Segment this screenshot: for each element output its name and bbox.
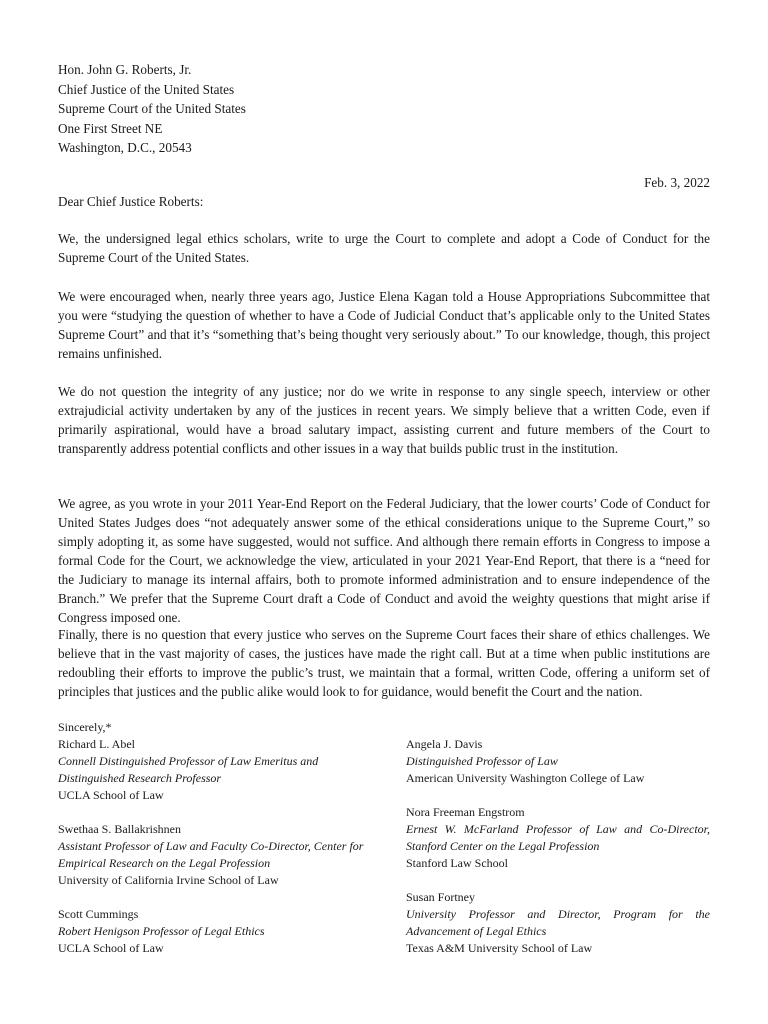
- signatory-name: Nora Freeman Engstrom: [406, 805, 525, 819]
- signatory-title: Robert Henigson Professor of Legal Ethics: [58, 924, 265, 938]
- recipient-title: Chief Justice of the United States: [58, 81, 235, 97]
- signatory-institution: American University Washington College of Law: [406, 771, 645, 785]
- recipient-street: One First Street NE: [58, 120, 163, 136]
- body-paragraph-1: We, the undersigned legal ethics scholars, write to urge the Court to complete and adopt a Code of Conduct for the Supreme Court of the United States.: [58, 231, 710, 265]
- recipient-address: [58, 60, 246, 158]
- signatory-block: [58, 736, 368, 804]
- body-paragraph-5: Finally, there is no question that every justice who serves on the Supreme Court faces their share of ethics challenges. We believe that in the vast majority of cases, the justices have made the right call. But at a time when public institutions are redoubling their efforts to improve the public’s trust, we maintain that a formal, written Code, offering a uniform set of principles that justices and the public alike would look to for guidance, would benefit the Court and the nation.: [58, 627, 710, 699]
- signatory-block: [406, 889, 710, 957]
- signatory-name: Angela J. Davis: [406, 737, 483, 751]
- signatory-name: Susan Fortney: [406, 890, 475, 904]
- signatory-block: [406, 736, 710, 787]
- signatory-title: Assistant Professor of Law and Faculty Co-Director, Center for Empirical Research on the Legal Profession: [58, 839, 364, 870]
- recipient-name: Hon. John G. Roberts, Jr.: [58, 62, 192, 77]
- signatory-title: Connell Distinguished Professor of Law Emeritus and Distinguished Research Professor: [58, 754, 319, 785]
- signatory-institution: Texas A&M University School of Law: [406, 941, 593, 955]
- signatory-institution: UCLA School of Law: [58, 788, 164, 802]
- signatory-name: Scott Cummings: [58, 907, 139, 921]
- signatory-block: [58, 821, 368, 889]
- body-paragraph-4: We agree, as you wrote in your 2011 Year-End Report on the Federal Judiciary, that the lower courts’ Code of Conduct for United States Judges does “not adequately answer some of the ethical considerations unique to the Supreme Court,” so simply adopting it, as some have suggested, would not suffice. And although there remain efforts in Congress to impose a formal Code for the Court, we acknowledge the view, articulated in your 2021 Year-End Report, that there is a “need for the Judiciary to manage its internal affairs, both to promote informed administration and to ensure independence of the Branch.” We prefer that the Supreme Court draft a Code of Conduct and avoid the weighty questions that might arise if Congress imposed one.: [58, 496, 710, 625]
- body-paragraph-2: We were encouraged when, nearly three years ago, Justice Elena Kagan told a House Appropriations Subcommittee that you were “studying the question of whether to have a Code of Judicial Conduct that’s applicable only to the United States Supreme Court” and that it’s “something that’s being thought very seriously about.” To our knowledge, though, this project remains unfinished.: [58, 289, 710, 361]
- closing: Sincerely,*: [58, 720, 112, 734]
- signatory-institution: Stanford Law School: [406, 856, 508, 870]
- salutation: Dear Chief Justice Roberts:: [58, 194, 204, 209]
- signatory-title: Distinguished Professor of Law: [406, 754, 558, 768]
- body-paragraph-3: We do not question the integrity of any justice; nor do we write in response to any single speech, interview or other extrajudicial activity undertaken by any of the justices in recent years. We simply believe that a written Code, even if primarily aspirational, would have a broad salutary impact, assisting current and future members of the Court to transparently address potential conflicts and other issues in a way that builds public trust in the institution.: [58, 384, 710, 456]
- signatory-name: Swethaa S. Ballakrishnen: [58, 822, 181, 836]
- signatory-name: Richard L. Abel: [58, 737, 135, 751]
- signatory-block: [406, 804, 710, 872]
- signatory-block: [58, 906, 368, 957]
- recipient-court: Supreme Court of the United States: [58, 101, 246, 117]
- signatory-institution: UCLA School of Law: [58, 941, 164, 955]
- letter-date: Feb. 3, 2022: [644, 175, 710, 190]
- recipient-city: Washington, D.C., 20543: [58, 140, 192, 156]
- signatory-institution: University of California Irvine School of Law: [58, 873, 279, 887]
- signatory-title: University Professor and Director, Program for the Advancement of Legal Ethics: [406, 907, 710, 938]
- signatory-title: Ernest W. McFarland Professor of Law and Co-Director, Stanford Center on the Legal Profession: [406, 822, 710, 853]
